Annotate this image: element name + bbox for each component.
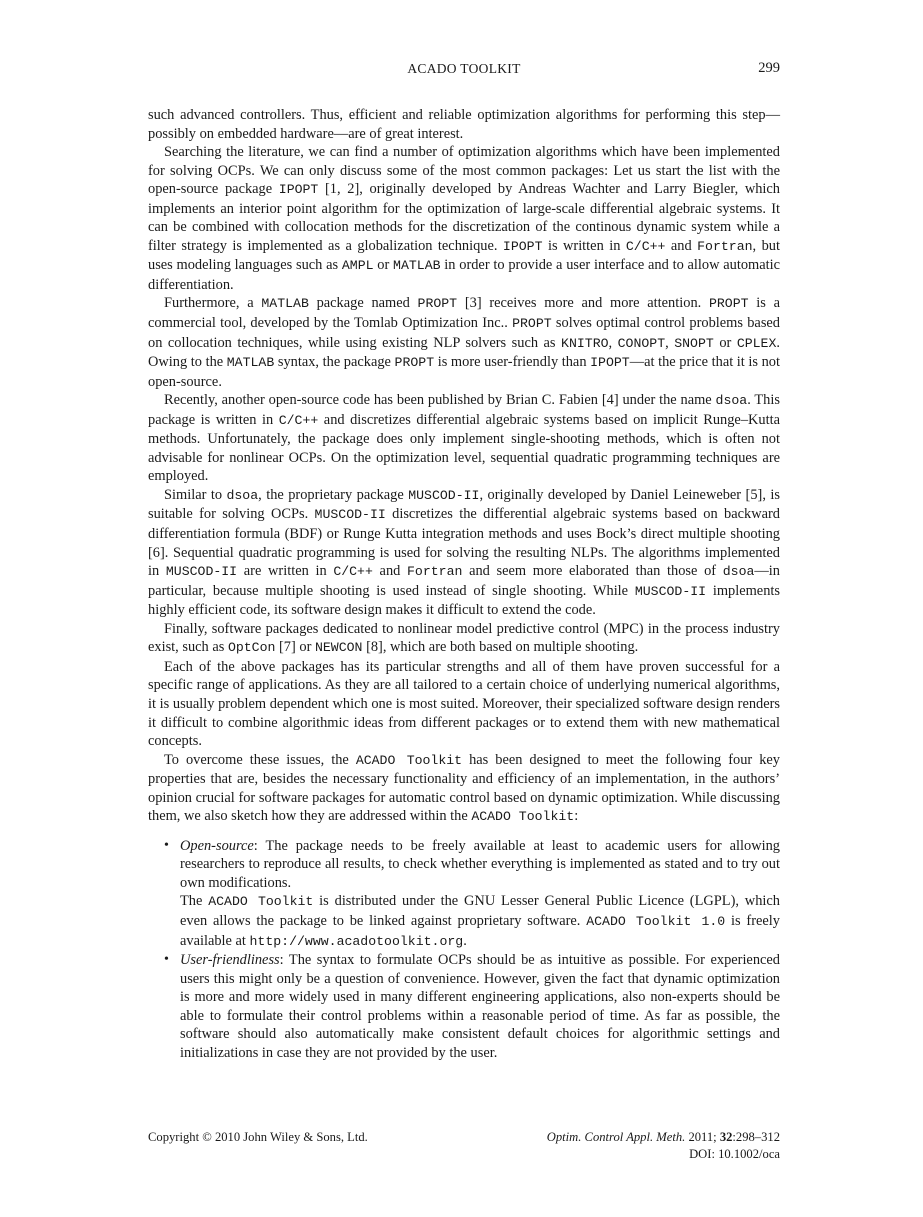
paragraph-8: To overcome these issues, the ACADO Toolkit has been designed to meet the following four key properties that are, besides the necessary functionality and efficiency of an implementation, in the authors’ opinion crucial for software packages for automatic control based on dynamic optimization. While discussing them, we also sketch how they are addressed within the ACADO Toolkit: bbox=[148, 751, 780, 825]
list-term: User-friendliness bbox=[180, 952, 280, 969]
doi: DOI: 10.1002/oca bbox=[689, 1147, 780, 1161]
paragraph-1: such advanced controllers. Thus, efficient and reliable optimization algorithms for performing this step—possibly on embedded hardware—are of great interest. bbox=[148, 107, 780, 142]
list-term: Open-source bbox=[180, 837, 254, 854]
copyright-notice: Copyright © 2010 John Wiley & Sons, Ltd. bbox=[148, 1130, 368, 1144]
running-title: ACADO TOOLKIT bbox=[407, 61, 521, 76]
journal-name: Optim. Control Appl. Meth. bbox=[546, 1130, 686, 1144]
bullet-icon: • bbox=[164, 952, 169, 968]
paragraph-5: Similar to dsoa, the proprietary package MUSCOD-II, originally developed by Daniel Leineweber [5], is suitable for solving OCPs. MUSCOD-II discretizes the differential algebraic systems based on backward differentiation formula (BDF) or Runge Kutta integration methods and uses Bock’s direct multiple shooting [6]. Sequential quadratic programming is used for solving the resulting NLPs. The algorithms implemented in MUSCOD-II are written in C/C++ and Fortran and seem more elaborated than those of dsoa—in particular, because multiple shooting is used instead of single shooting. While MUSCOD-II implements highly efficient code, its software design makes it difficult to extend the code. bbox=[148, 486, 780, 619]
list-subparagraph: The ACADO Toolkit is distributed under the GNU Lesser General Public Licence (LGPL), which even allows the package to be linked against proprietary software. ACADO Toolkit 1.0 is freely available at http://www.acadotoolkit.org. bbox=[180, 893, 780, 949]
bullet-icon: • bbox=[164, 837, 169, 853]
paragraph-7: Each of the above packages has its particular strengths and all of them have proven successful for a specific range of applications. As they are all tailored to a certain choice of underlying numerical algorithms, it is usually problem dependent which one is most suited. Moreover, their specialized software design renders it difficult to combine algorithmic ideas from different packages or to extend them with new mathematical concepts. bbox=[148, 658, 780, 750]
volume: 32 bbox=[719, 1130, 733, 1144]
list-item: • User-friendliness: The syntax to formulate OCPs should be as intuitive as possible. For experienced users this might only be a question of convenience. However, given the fact that dynamic optimization is more and more widely used in many different engineering applications, also non-experts should be able to formulate their control problems within a reasonable period of time. As far as possible, the software should also automatically make consistent default choices for algorithmic settings and initializations in case they are not provided by the user. bbox=[164, 952, 780, 1061]
property-list bbox=[148, 837, 780, 1063]
list-item: • Open-source: The package needs to be freely available at least to academic users for allowing researchers to reproduce all results, to check whether everything is implemented as stated and to try out own modifications. The ACADO Toolkit is distributed under the GNU Lesser General Public Licence (LGPL), which even allows the package to be linked against proprietary software. ACADO Toolkit 1.0 is freely available at http://www.acadotoolkit.org. bbox=[148, 837, 780, 951]
citation: Optim. Control Appl. Meth. 2011; 32:298–312 DOI: 10.1002/oca bbox=[546, 1130, 780, 1161]
paragraph-6: Finally, software packages dedicated to nonlinear model predictive control (MPC) in the process industry exist, such as OptCon [7] or NEWCON [8], which are both based on multiple shooting. bbox=[148, 620, 780, 656]
paragraph-3: Furthermore, a MATLAB package named PROPT [3] receives more and more attention. PROPT is a commercial tool, developed by the Tomlab Optimization Inc.. PROPT solves optimal control problems based on collocation techniques, while using existing NLP solvers such as KNITRO, CONOPT, SNOPT or CPLEX. Owing to the MATLAB syntax, the package PROPT is more user-friendly than IPOPT—at the price that it is not open-source. bbox=[148, 295, 780, 390]
paragraph-2: Searching the literature, we can find a number of optimization algorithms which have been implemented for solving OCPs. We can only discuss some of the most common packages: Let us start the list with the open-source package IPOPT [1, 2], originally developed by Andreas Wachter and Larry Biegler, which implements an interior point algorithm for the optimization of large-scale differential algebraic systems. It can be combined with collocation methods for the discretization of the continous dynamic system while a filter strategy is implemented as a globalization technique. IPOPT is written in C/C++ and Fortran, but uses modeling languages such as AMPL or MATLAB in order to provide a user interface and to allow automatic differentiation. bbox=[148, 144, 780, 293]
body-text bbox=[148, 106, 780, 1062]
page-number: 299 bbox=[758, 60, 780, 76]
running-head bbox=[148, 61, 780, 81]
paragraph-4: Recently, another open-source code has been published by Brian C. Fabien [4] under the name dsoa. This package is written in C/C++ and discretizes differential algebraic systems based on implicit Runge–Kutta methods. Unfortunately, the package does only implement single-shooting methods, which is often not advisable for nonlinear OCPs. On the optimization level, sequential quadratic programming techniques are employed. bbox=[148, 392, 780, 485]
